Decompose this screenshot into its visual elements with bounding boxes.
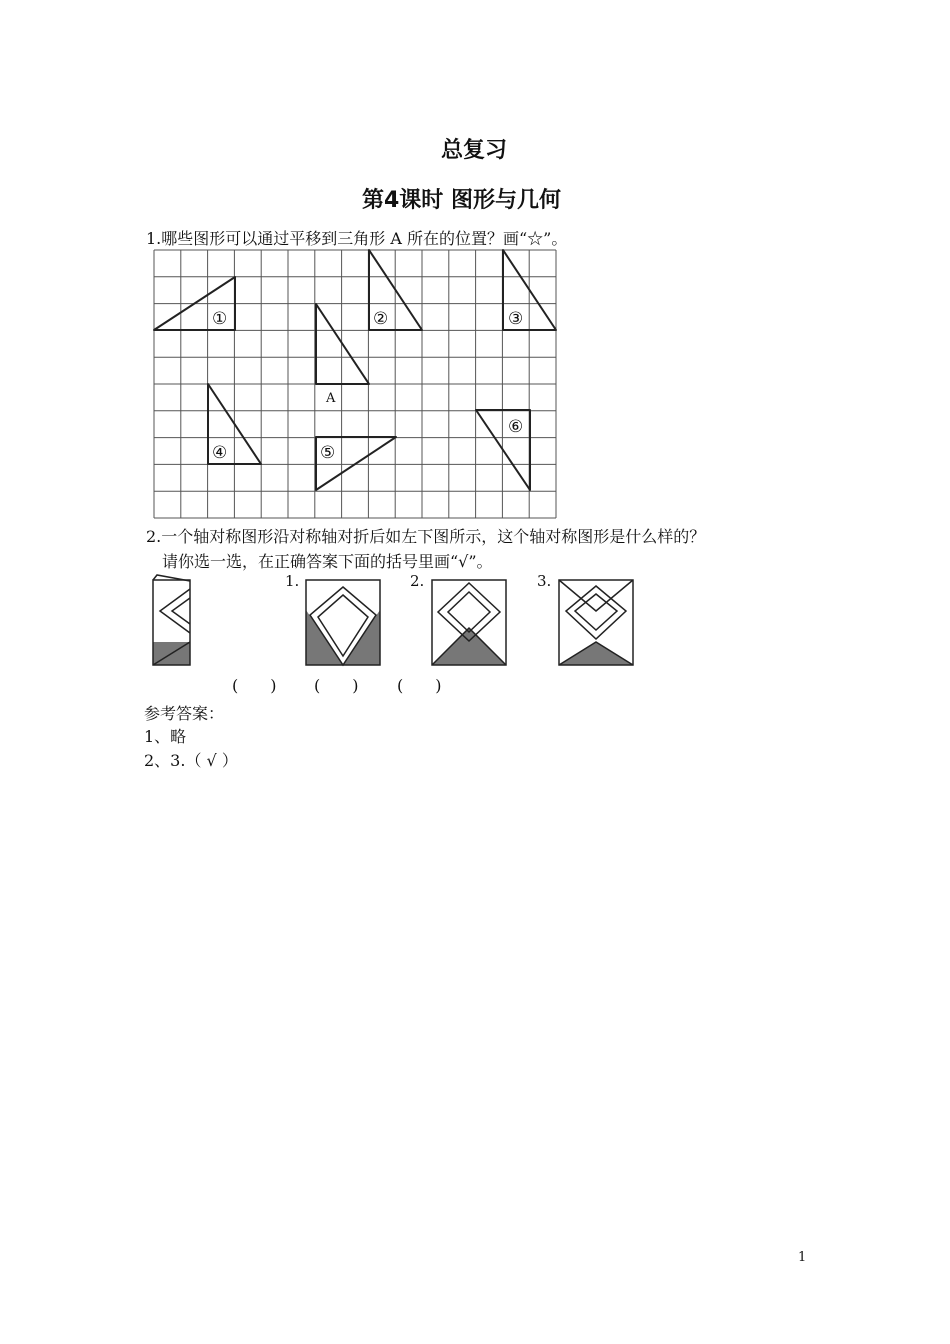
question-2-line-1: 2.一个轴对称图形沿对称轴对折后如左下图所示，这个轴对称图形是什么样的？	[146, 527, 706, 546]
answer-blank-2[interactable]: ( )	[314, 676, 359, 695]
answers-heading: 参考答案：	[144, 704, 225, 723]
option-2-label: 2.	[410, 572, 425, 590]
answer-2: 2、3.（ √ ）	[144, 751, 238, 770]
question-2-line-2: 请你选一选，在正确答案下面的括号里画“√”。	[162, 552, 493, 571]
question-1-text: 1.哪些图形可以通过平移到三角形 A 所在的位置？画“☆”。	[146, 229, 568, 248]
label-5: ⑤	[320, 443, 336, 463]
answer-blank-3[interactable]: ( )	[397, 676, 442, 695]
page-number: 1	[798, 1250, 807, 1265]
label-2: ②	[373, 309, 389, 329]
label-a: A	[326, 391, 336, 406]
option-2-figure	[432, 580, 506, 665]
page-title: 总复习	[441, 138, 508, 163]
option-3-figure	[559, 580, 633, 665]
option-1-label: 1.	[285, 572, 300, 590]
answer-1: 1、略	[144, 727, 187, 746]
lesson-subtitle: 第4课时 图形与几何	[362, 188, 561, 213]
label-6: ⑥	[508, 417, 524, 437]
option-3-label: 3.	[537, 572, 552, 590]
answer-blank-1[interactable]: ( )	[232, 676, 277, 695]
label-3: ③	[508, 309, 524, 329]
label-4: ④	[212, 443, 228, 463]
folded-shape	[153, 575, 190, 665]
option-1-figure	[306, 580, 380, 665]
label-1: ①	[212, 309, 228, 329]
